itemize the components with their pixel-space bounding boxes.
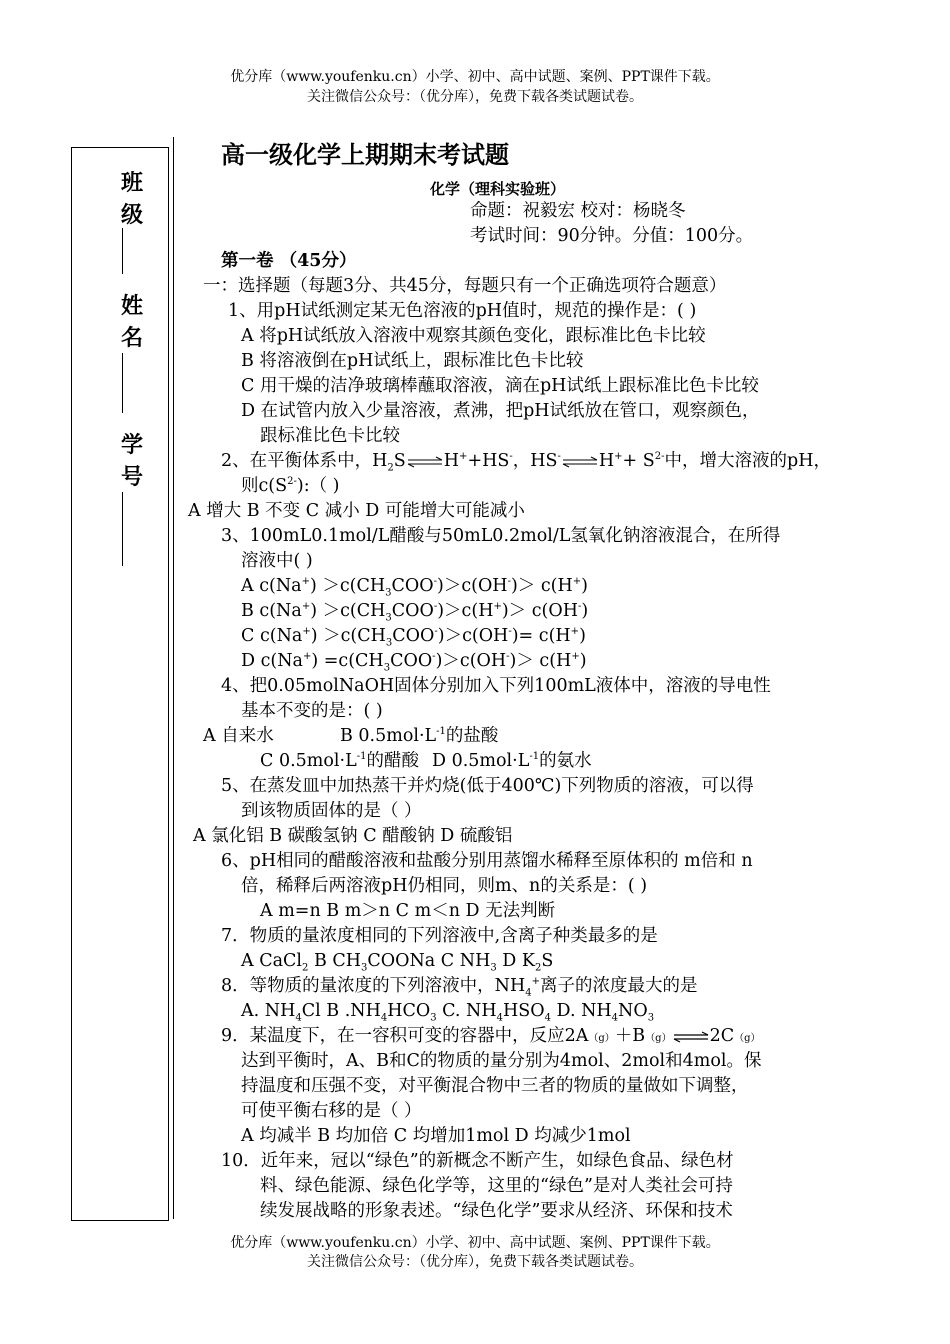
sidebar-char-ban: 班 — [121, 170, 144, 196]
q1-option-c: C 用干燥的洁净玻璃棒蘸取溶液，滴在pH试纸上跟标准比色卡比较 — [241, 376, 759, 396]
sidebar-fill-line — [122, 228, 123, 274]
q2-stem-line2: 则$c(S^{2-})$:（ ) — [241, 476, 340, 496]
q4-option-b-tail: 的盐酸 — [445, 726, 499, 746]
sidebar-char-hao: 号 — [121, 464, 144, 490]
q9-stem — [221, 1024, 761, 1051]
footer-line-2: 关注微信公众号：（优分库），免费下载各类试题试卷。 — [307, 1254, 643, 1270]
sidebar-fill-line — [122, 353, 123, 413]
q4-stem: 4、把0.05molNaOH固体分别加入下列100mL液体中，溶液的导电性 — [221, 676, 771, 696]
q2-text-f: + S — [622, 451, 655, 471]
q2-stem: 2、在平衡体系中，$H_2S$ H++HS-，HS- $H^++ S^{2-}$中，增大溶液的pH， — [221, 451, 831, 474]
q1-option-d-cont: 跟标准比色卡比较 — [260, 426, 400, 446]
q9-line4: 可使平衡右移的是（ ） — [241, 1101, 422, 1121]
q8-options: A. $NH_4Cl$ B $.NH_4HCO_3$ C. $NH_4HSO_4$ D. $NH_4NO_3$ — [241, 1001, 655, 1024]
q4-option-a: A 自来水 — [203, 726, 274, 746]
q4-option-b-text: B 0.5mol·L — [340, 726, 437, 746]
q2-line2-b: ):（ ) — [296, 476, 340, 496]
sidebar-char-ming: 名 — [121, 325, 144, 351]
q2-text-e: H — [598, 451, 615, 471]
q9-stem-b: ＋B — [614, 1026, 646, 1046]
exam-subtitle: 化学（理科实验班） — [430, 180, 566, 198]
binding-rule — [173, 137, 174, 1219]
q5-stem-cont: 到该物质固体的是（ ） — [241, 801, 422, 821]
q2-line2-a: 则c(S — [241, 476, 288, 496]
q4-option-c-text: C 0.5mol·L — [260, 751, 357, 771]
q10-line2: 料、绿色能源、绿色化学等，这里的“绿色”是对人类社会可持 — [260, 1176, 733, 1196]
exam-time-score: 考试时间：90分钟。分值：100分。 — [470, 226, 754, 246]
q1-option-d: D 在试管内放入少量溶液，煮沸，把pH试纸放在管口，观察颜色， — [241, 401, 760, 421]
equilibrium-arrow-icon — [672, 1031, 710, 1043]
q9-gas-a: （g） — [588, 1033, 615, 1044]
q9-options: A 均减半 B 均加倍 C 均增加1mol D 均减少1mol — [241, 1126, 631, 1146]
header-line-1: 优分库（www.youfenku.cn）小学、初中、高中试题、案例、PPT课件下载。 — [230, 69, 720, 85]
q4-stem-cont: 基本不变的是：( ) — [241, 701, 383, 721]
q9-line3: 持温度和压强不变，对平衡混合物中三者的物质的量做如下调整， — [241, 1076, 749, 1096]
q8-stem: 8．等物质的量浓度的下列溶液中，$NH_4^+$离子的浓度最大的是 — [221, 976, 698, 999]
q9-gas-b: （g） — [645, 1033, 672, 1044]
q4-option-b: B $0.5mol\cdot L^{-1}$的盐酸 — [340, 726, 499, 746]
q9-stem-a: 9．某温度下，在一容积可变的容器中，反应2A — [221, 1026, 589, 1046]
exam-title: 高一级化学上期期末考试题 — [221, 140, 509, 169]
section-heading: 一：选择题（每题3分、共45分，每题只有一个正确选项符合题意） — [203, 276, 727, 296]
binding-box — [71, 147, 169, 1221]
sidebar-fill-line — [122, 492, 123, 566]
q6-options: A m=n B m＞n C m＜n D 无法判断 — [260, 901, 556, 921]
q6-stem: 6、pH相同的醋酸溶液和盐酸分别用蒸馏水稀释至原体积的 m倍和 n — [221, 851, 753, 871]
q4-option-d-tail: 的氨水 — [539, 751, 592, 771]
q3-option-b: B $c(Na^+) >c(CH_3COO^-)>c(H^+)> c(OH^-)$ — [241, 601, 589, 624]
exam-authors: 命题：祝毅宏 校对：杨晓冬 — [470, 201, 686, 221]
header-line-2: 关注微信公众号：（优分库），免费下载各类试题试卷。 — [307, 89, 643, 105]
q1-stem: 1、用pH试纸测定某无色溶液的pH值时，规范的操作是：( ) — [228, 301, 697, 321]
q4-option-c-tail: 的醋酸 — [366, 751, 419, 771]
q2-text-d: ，HS — [512, 451, 558, 471]
q5-options: A 氯化铝 B 碳酸氢钠 C 醋酸钠 D 硫酸铝 — [193, 826, 513, 846]
q7-options: A CaCl$_2$ B $CH_3COONa$ C $NH_3$ D $K_2S$ — [241, 951, 554, 974]
q3-stem: 3、100mL0.1mol/L醋酸与50mL0.2mol/L氢氧化钠溶液混合，在所得 — [221, 526, 781, 546]
q6-stem-cont: 倍，稀释后两溶液pH仍相同，则m、n的关系是：( ) — [241, 876, 648, 896]
q9-line2: 达到平衡时，A、B和C的物质的量分别为4mol、2mol和4mol。保 — [241, 1051, 762, 1071]
q2-text-a: 2、在平衡体系中，H — [221, 451, 388, 471]
q3-option-c: C $c(Na^+) >c(CH_3COO^-)>c(OH^-)= c(H^+)$ — [241, 626, 586, 649]
q9-gas-c: （g） — [734, 1033, 761, 1044]
q2-options: A 增大 B 不变 C 减小 D 可能增大可能减小 — [188, 501, 525, 521]
q3-option-a: A $c(Na^+) >c(CH_3COO^-)>c(OH^-)> c(H^+)$ — [241, 576, 588, 599]
q1-option-b: B 将溶液倒在pH试纸上，跟标准比色卡比较 — [241, 351, 584, 371]
footer-line-1: 优分库（www.youfenku.cn）小学、初中、高中试题、案例、PPT课件下载。 — [230, 1235, 720, 1251]
q8-stem-a: 8．等物质的量浓度的下列溶液中，NH — [221, 976, 526, 996]
q9-stem-c: 2C — [709, 1026, 735, 1046]
sidebar-char-xing: 姓 — [121, 293, 144, 319]
q10-line3: 续发展战略的形象表述。“绿色化学”要求从经济、环保和技术 — [260, 1201, 733, 1221]
q1-option-a: A 将pH试纸放入溶液中观察其颜色变化，跟标准比色卡比较 — [241, 326, 706, 346]
q4-option-d: D $0.5mol\cdot L^{-1}$的氨水 — [432, 751, 592, 771]
q8-stem-b: 离子的浓度最大的是 — [539, 976, 698, 996]
q3-stem-cont: 溶液中( ) — [241, 551, 313, 571]
sidebar-char-ji: 级 — [121, 202, 144, 228]
q2-text-g: 中，增大溶液的pH， — [664, 451, 831, 471]
q2-text-b: H — [443, 451, 460, 471]
q3-option-d: D $c(Na^+) =c(CH_3COO^-)>c(OH^-)> c(H^+)$ — [241, 651, 587, 674]
q10-line1: 10．近年来，冠以“绿色”的新概念不断产生，如绿色食品、绿色材 — [221, 1151, 734, 1171]
q5-stem: 5、在蒸发皿中加热蒸干并灼烧(低于400℃)下列物质的溶液，可以得 — [221, 776, 754, 796]
part-heading: 第一卷 （45分） — [221, 251, 357, 271]
equilibrium-arrow-icon — [406, 456, 444, 468]
q2-text-c: +HS — [467, 451, 510, 471]
equilibrium-arrow-icon — [561, 456, 599, 468]
q4-option-c: C $0.5mol\cdot L^{-1}$的醋酸 — [260, 751, 419, 771]
sidebar-char-xue: 学 — [121, 432, 144, 458]
q4-option-d-text: D 0.5mol·L — [432, 751, 530, 771]
q7-stem: 7．物质的量浓度相同的下列溶液中,含离子种类最多的是 — [221, 926, 658, 946]
